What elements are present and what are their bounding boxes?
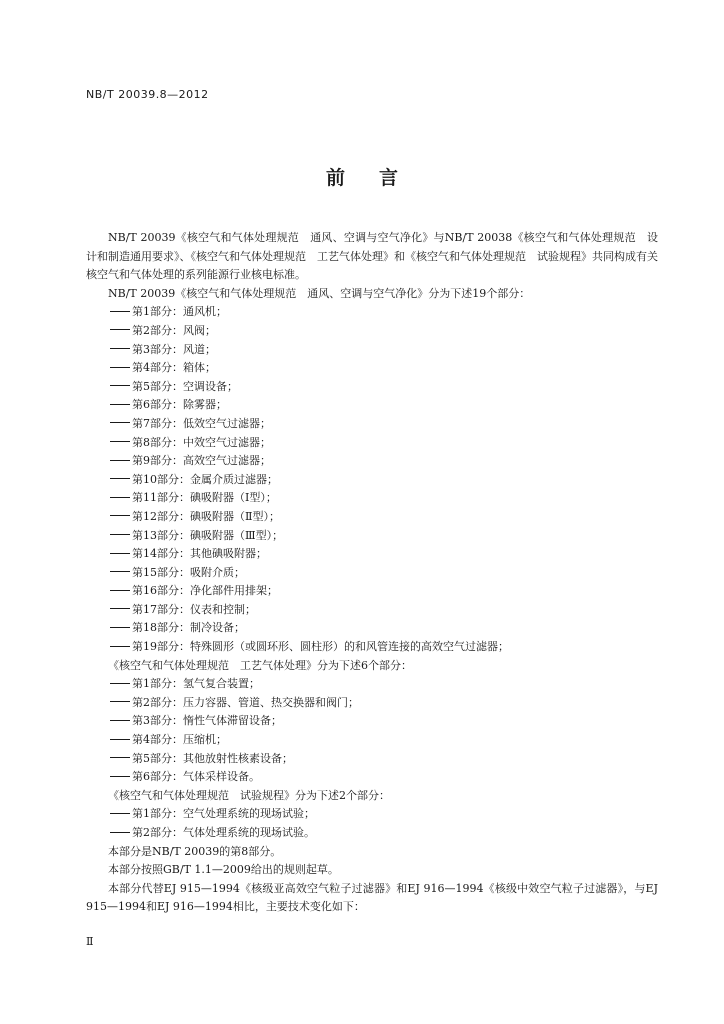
dash-mark: [110, 497, 130, 498]
part-list-test: [86, 805, 658, 842]
list-item: 第1部分：氢气复合装置；: [86, 675, 658, 694]
dash-mark: [110, 367, 130, 368]
list-item: 第14部分：其他碘吸附器；: [86, 545, 658, 564]
list-item: 第4部分：压缩机；: [86, 731, 658, 750]
list-item: 第3部分：惰性气体滞留设备；: [86, 712, 658, 731]
list-item: 第2部分：风阀；: [86, 322, 658, 341]
dash-mark: [110, 329, 130, 330]
dash-mark: [110, 683, 130, 684]
list-item: 第15部分：吸附介质；: [86, 564, 658, 583]
dash-mark: [110, 385, 130, 386]
list-item: 第2部分：气体处理系统的现场试验。: [86, 824, 658, 843]
paragraph: NB/T 20039《核空气和气体处理规范 通风、空调与空气净化》分为下述19个部分：: [108, 286, 531, 300]
page-number: Ⅱ: [86, 935, 94, 948]
list-item: 第5部分：空调设备；: [86, 378, 658, 397]
list-item: 第12部分：碘吸附器（Ⅱ型）；: [86, 508, 658, 527]
dash-mark: [110, 646, 130, 647]
dash-mark: [110, 404, 130, 405]
list-item: 第11部分：碘吸附器（Ⅰ型）；: [86, 489, 658, 508]
paragraph: 本部分按照GB/T 1.1—2009给出的规则起草。: [108, 863, 339, 877]
paragraph: 本部分代替EJ 915—1994《核级亚高效空气粒子过滤器》和EJ 916—1994《核级中效空气粒子过滤器》，与EJ 915—1994和EJ 916—1994相比，主要技术变化如下：: [86, 881, 658, 914]
dash-mark: [110, 720, 130, 721]
paragraph: 《核空气和气体处理规范 试验规程》分为下述2个部分：: [108, 788, 390, 802]
part-list-process-gas: [86, 675, 658, 787]
list-item: 第16部分：净化部件用排架；: [86, 582, 658, 601]
dash-mark: [110, 534, 130, 535]
list-item: 第5部分：其他放射性核素设备；: [86, 750, 658, 769]
dash-mark: [110, 311, 130, 312]
dash-mark: [110, 739, 130, 740]
list-item: 第4部分：箱体；: [86, 359, 658, 378]
dash-mark: [110, 571, 130, 572]
document-body: [86, 229, 658, 917]
list-item: 第6部分：除雾器；: [86, 396, 658, 415]
dash-mark: [110, 515, 130, 516]
paragraph: NB/T 20039《核空气和气体处理规范 通风、空调与空气净化》与NB/T 20038《核空气和气体处理规范 设计和制造通用要求》、《核空气和气体处理规范 工艺气体处理》和《核空气和气体处理规范 试验规程》共同构成有关核空气和气体处理的系列能源行业核电标准。: [86, 231, 658, 282]
paragraph: 《核空气和气体处理规范 工艺气体处理》分为下述6个部分：: [108, 658, 412, 672]
list-item: 第13部分：碘吸附器（Ⅲ型）；: [86, 527, 658, 546]
dash-mark: [110, 553, 130, 554]
dash-mark: [110, 776, 130, 777]
dash-mark: [110, 422, 130, 423]
list-item: 第8部分：中效空气过滤器；: [86, 434, 658, 453]
dash-mark: [110, 348, 130, 349]
list-item: 第18部分：制冷设备；: [86, 619, 658, 638]
dash-mark: [110, 813, 130, 814]
list-item: 第19部分：特殊圆形（或圆环形、圆柱形）的和风管连接的高效空气过滤器；: [86, 638, 658, 657]
part-list-ventilation: [86, 303, 658, 656]
dash-mark: [110, 590, 130, 591]
dash-mark: [110, 460, 130, 461]
page-title: 前言: [325, 167, 432, 189]
document-code: NB/T 20039.8—2012: [86, 88, 209, 101]
paragraph: 本部分是NB/T 20039的第8部分。: [108, 844, 282, 858]
list-item: 第3部分：风道；: [86, 341, 658, 360]
dash-mark: [110, 627, 130, 628]
list-item: 第10部分：金属介质过滤器；: [86, 471, 658, 490]
dash-mark: [110, 441, 130, 442]
dash-mark: [110, 757, 130, 758]
dash-mark: [110, 701, 130, 702]
list-item: 第17部分：仪表和控制；: [86, 601, 658, 620]
list-item: 第6部分：气体采样设备。: [86, 768, 658, 787]
list-item: 第1部分：空气处理系统的现场试验；: [86, 805, 658, 824]
list-item: 第2部分：压力容器、管道、热交换器和阀门；: [86, 694, 658, 713]
list-item: 第7部分：低效空气过滤器；: [86, 415, 658, 434]
list-item: 第1部分：通风机；: [86, 303, 658, 322]
dash-mark: [110, 608, 130, 609]
dash-mark: [110, 478, 130, 479]
dash-mark: [110, 832, 130, 833]
list-item: 第9部分：高效空气过滤器；: [86, 452, 658, 471]
